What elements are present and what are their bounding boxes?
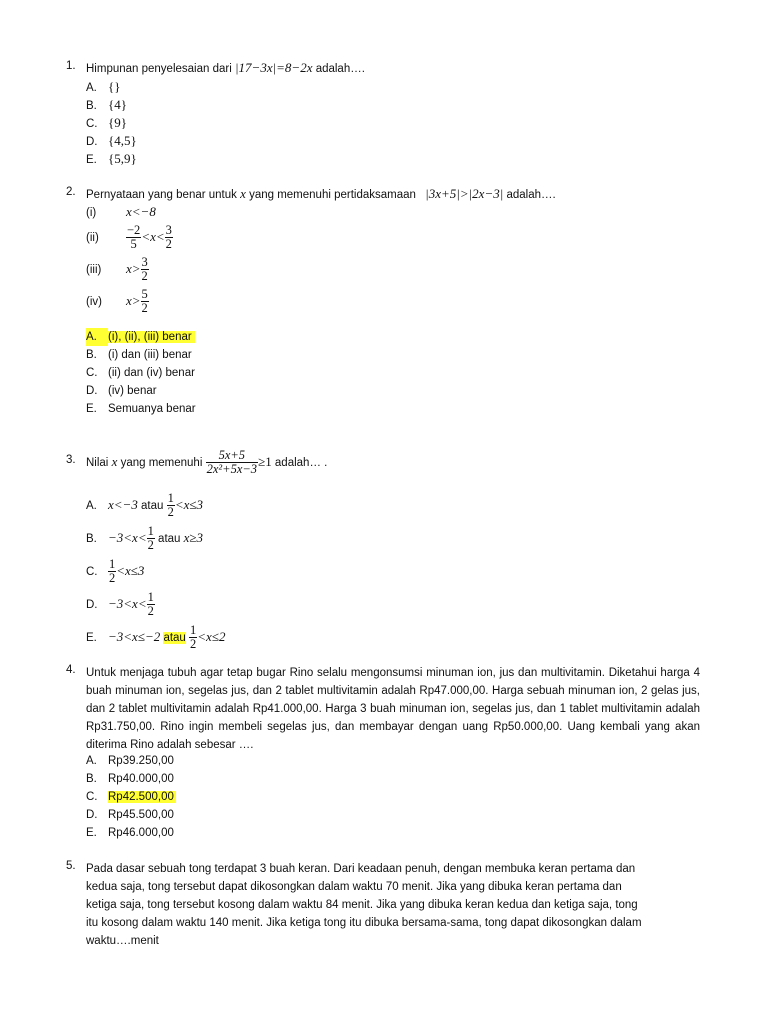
- statement-label: (i): [86, 207, 97, 219]
- question-text-part: adalah….: [506, 189, 556, 201]
- question-text-line: waktu….menit: [86, 935, 159, 947]
- option-expr: −3<x<: [108, 530, 147, 545]
- option-letter: D.: [86, 385, 98, 397]
- statement-iv: [86, 286, 149, 316]
- option-letter: E.: [86, 154, 97, 166]
- option-c[interactable]: [86, 788, 176, 806]
- statement-ii: [86, 222, 173, 252]
- fraction: [141, 288, 149, 315]
- fraction-numerator: −2: [127, 223, 141, 238]
- fraction-denominator: 2: [167, 505, 174, 520]
- option-letter: B.: [86, 100, 97, 112]
- question-text: [86, 186, 556, 202]
- option-letter: A.: [86, 328, 108, 346]
- statement-iii: [86, 254, 149, 284]
- question-text-line: itu kosong dalam waktu 140 menit. Jika ketiga tong itu dibuka bersama-sama, tong dapat dikosongkan dalam: [86, 917, 642, 929]
- fraction-numerator: 5x+5: [206, 449, 258, 463]
- option-expr: <x≤2: [197, 629, 226, 644]
- fraction: [126, 224, 141, 251]
- option-letter: A.: [86, 755, 97, 767]
- option-value: (ii) dan (iv) benar: [108, 367, 195, 379]
- option-letter: C.: [86, 791, 98, 803]
- option-e[interactable]: [86, 150, 137, 168]
- option-letter: C.: [86, 367, 98, 379]
- question-text-part: yang memenuhi: [120, 457, 203, 469]
- option-value: Rp45.500,00: [108, 809, 174, 821]
- option-letter: E.: [86, 632, 97, 644]
- option-text: atau: [163, 632, 186, 644]
- option-value: Rp46.000,00: [108, 827, 174, 839]
- fraction-numerator: 1: [190, 623, 197, 638]
- option-text: atau: [158, 533, 181, 545]
- option-b[interactable]: [86, 346, 192, 364]
- option-expr: −3<x<: [108, 596, 147, 611]
- question-4: [66, 664, 706, 844]
- fraction-numerator: 1: [167, 491, 174, 506]
- variable: x: [240, 186, 246, 201]
- fraction-denominator: 2: [147, 604, 154, 619]
- option-value: Rp42.500,00: [108, 791, 174, 803]
- fraction-numerator: 3: [141, 255, 148, 270]
- question-text-part: Pernyataan yang benar untuk: [86, 189, 237, 201]
- fraction-numerator: 1: [147, 590, 154, 605]
- question-text-part: adalah….: [315, 63, 365, 75]
- question-text: [86, 446, 327, 478]
- question-text-line: ketiga saja, tong tersebut kosong dalam waktu 84 menit. Jika yang dibuka keran kedua dan ketiga saja, tong: [86, 899, 638, 911]
- option-value: {}: [108, 79, 121, 94]
- option-expr: −3<x≤−2: [108, 629, 161, 644]
- relation: ≥1: [258, 454, 272, 469]
- option-a[interactable]: [86, 752, 174, 770]
- option-d[interactable]: [86, 132, 137, 150]
- option-a[interactable]: [86, 78, 120, 96]
- question-text: [86, 60, 365, 76]
- statement-expr: x<−8: [126, 204, 156, 219]
- fraction: [108, 558, 116, 585]
- question-text-part: Himpunan penyelesaian dari: [86, 63, 232, 75]
- option-text: atau: [141, 500, 164, 512]
- variable: x: [111, 454, 118, 469]
- option-b[interactable]: [86, 96, 127, 114]
- fraction-denominator: 2: [190, 637, 197, 652]
- fraction-numerator: 5: [141, 287, 148, 302]
- fraction-denominator: 2: [109, 571, 116, 586]
- statement-label: (ii): [86, 232, 99, 244]
- option-d[interactable]: [86, 589, 155, 619]
- question-number: 1.: [66, 60, 76, 72]
- option-value: (iv) benar: [108, 385, 157, 397]
- option-letter: C.: [86, 118, 98, 130]
- fraction-denominator: 2: [141, 301, 148, 316]
- option-value: {5,9}: [108, 151, 137, 166]
- statement-label: (iv): [86, 296, 102, 308]
- option-a[interactable]: [86, 328, 195, 346]
- option-d[interactable]: [86, 382, 157, 400]
- question-text-part: yang memenuhi pertidaksamaan: [249, 189, 416, 201]
- fraction: [167, 492, 175, 519]
- option-expr: <x≤3: [116, 563, 145, 578]
- statement-expr: <x<: [141, 229, 165, 244]
- option-b[interactable]: [86, 770, 174, 788]
- question-number: 5.: [66, 860, 76, 872]
- option-letter: A.: [86, 82, 97, 94]
- option-value: (i) dan (iii) benar: [108, 349, 192, 361]
- equation: |17−3x|=8−2x: [234, 60, 313, 75]
- question-3: [66, 446, 706, 656]
- fraction-denominator: 5: [130, 237, 137, 252]
- option-d[interactable]: [86, 806, 174, 824]
- fraction: [206, 449, 258, 476]
- fraction-denominator: 2x²+5x−3: [206, 462, 258, 477]
- option-b[interactable]: [86, 523, 203, 553]
- fraction-numerator: 3: [165, 223, 172, 238]
- question-1: [66, 60, 706, 170]
- option-e[interactable]: [86, 400, 196, 418]
- option-e[interactable]: [86, 622, 225, 652]
- option-expr: x<−3: [108, 497, 138, 512]
- statement-expr: x>: [126, 293, 141, 308]
- fraction-numerator: 1: [109, 557, 116, 572]
- question-text-line: kedua saja, tong tersebut dapat dikosongkan dalam waktu 70 menit. Jika yang dibuka keran pertama dan: [86, 881, 622, 893]
- option-expr: x≥3: [183, 530, 204, 545]
- fraction-numerator: 1: [147, 524, 154, 539]
- question-number: 3.: [66, 454, 76, 466]
- option-value: Rp40.000,00: [108, 773, 174, 785]
- option-c[interactable]: [86, 114, 127, 132]
- inequality: |3x+5|>|2x−3|: [425, 186, 504, 201]
- option-value: (i), (ii), (iii) benar: [108, 331, 195, 343]
- question-number: 4.: [66, 664, 76, 676]
- fraction: [141, 256, 149, 283]
- option-letter: B.: [86, 349, 97, 361]
- option-c[interactable]: [86, 364, 195, 382]
- option-e[interactable]: [86, 824, 174, 842]
- question-number: 2.: [66, 186, 76, 198]
- question-text-part: adalah… .: [274, 457, 328, 469]
- option-letter: C.: [86, 566, 98, 578]
- statement-i: [86, 203, 156, 221]
- option-letter: D.: [86, 809, 98, 821]
- fraction: [165, 224, 173, 251]
- option-value: {4}: [108, 97, 127, 112]
- fraction-denominator: 2: [147, 538, 154, 553]
- question-5: [66, 860, 706, 960]
- option-value: {4,5}: [108, 133, 137, 148]
- option-expr: <x≤3: [174, 497, 204, 512]
- question-text: Untuk menjaga tubuh agar tetap bugar Rino selalu mengonsumsi minuman ion, jus dan multivitamin. Diketahui harga 4 buah minuman ion, segelas jus, dan 2 tablet multivitamin adalah Rp47.000,00. Harga sebuah minuman ion, 2 gelas jus, dan 2 tablet multivitamin adalah Rp41.000,00. Harga 3 buah minuman ion, segelas jus, dan 1 tablet multivitamin adalah Rp31.750,00. Rino ingin membeli segelas jus, dan membayar dengan uang Rp50.000,00. Uang kembali yang akan diterima Rino adalah sebesar ….: [86, 667, 700, 751]
- option-value: {9}: [108, 115, 127, 130]
- fraction: [147, 591, 155, 618]
- statement-label: (iii): [86, 264, 102, 276]
- option-value: Rp39.250,00: [108, 755, 174, 767]
- option-letter: B.: [86, 533, 97, 545]
- option-letter: D.: [86, 136, 98, 148]
- fraction: [147, 525, 155, 552]
- fraction-denominator: 2: [141, 269, 148, 284]
- option-letter: B.: [86, 773, 97, 785]
- option-a[interactable]: [86, 490, 203, 520]
- question-2: [66, 186, 706, 418]
- statement-expr: x>: [126, 261, 141, 276]
- option-c[interactable]: [86, 556, 144, 586]
- option-letter: E.: [86, 827, 97, 839]
- option-letter: A.: [86, 500, 97, 512]
- fraction-denominator: 2: [165, 237, 172, 252]
- question-text-part: Nilai: [86, 457, 109, 469]
- question-text-line: Pada dasar sebuah tong terdapat 3 buah keran. Dari keadaan penuh, dengan membuka keran pertama dan: [86, 863, 636, 875]
- option-value: Semuanya benar: [108, 403, 196, 415]
- option-letter: E.: [86, 403, 97, 415]
- option-letter: D.: [86, 599, 98, 611]
